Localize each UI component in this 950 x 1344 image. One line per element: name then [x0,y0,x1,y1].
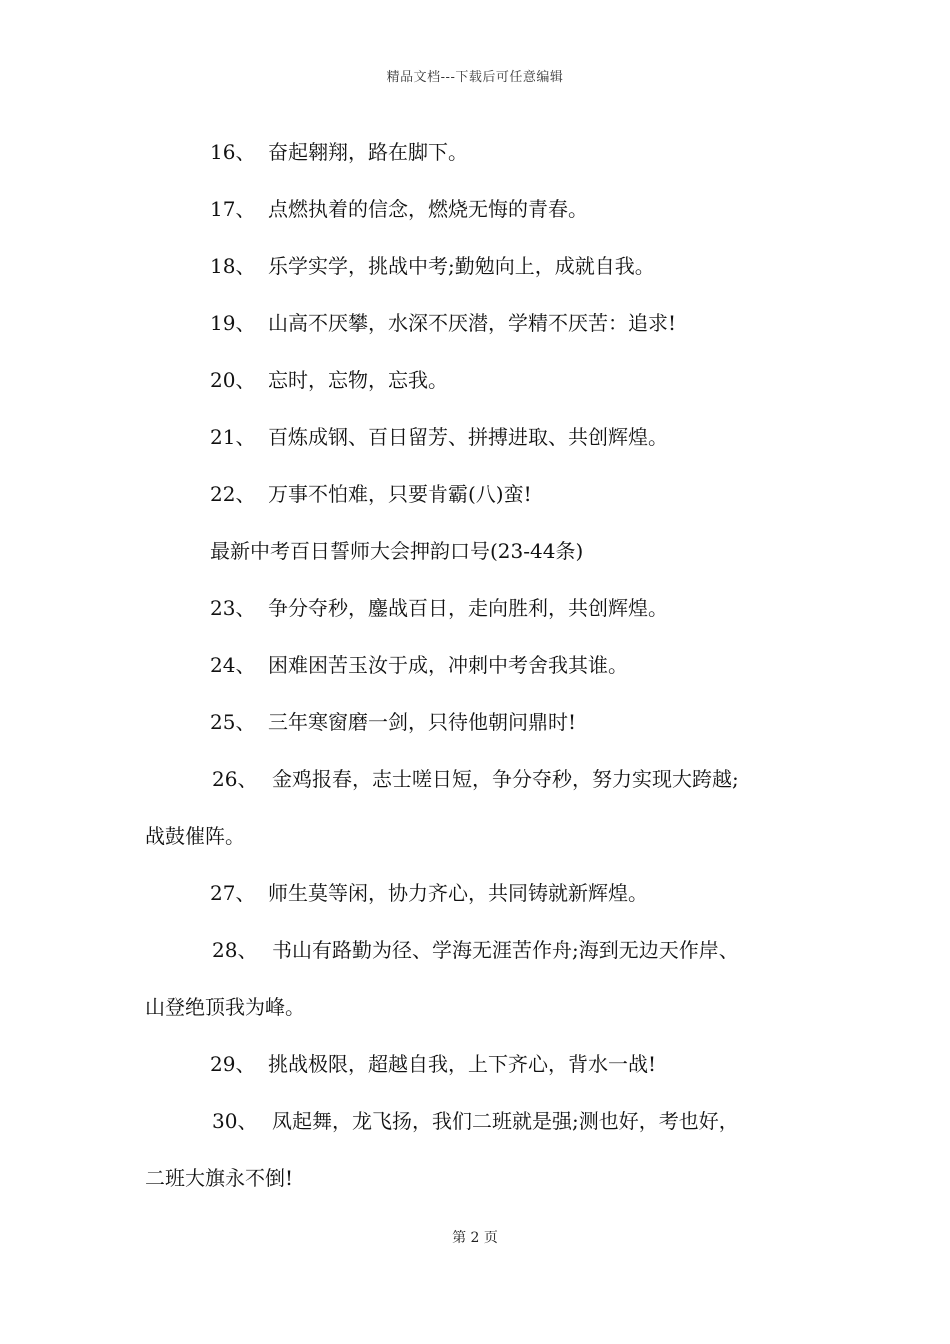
list-item [210,881,648,905]
item-number: 29、 [210,1052,256,1076]
item-number: 21、 [210,425,256,449]
item-number: 20、 [210,368,256,392]
section-heading: 最新中考百日誓师大会押韵口号(23-44条) [210,539,584,563]
list-item [212,767,739,791]
list-item [210,197,588,221]
item-text: 山高不厌攀，水深不厌潜，学精不厌苦：追求! [268,311,677,335]
item-text: 书山有路勤为径、学海无涯苦作舟;海到无边天作岸、 [272,938,739,962]
item-number: 17、 [210,197,256,221]
item-number: 18、 [210,254,256,278]
item-text: 点燃执着的信念，燃烧无悔的青春。 [268,197,588,221]
page-number: 第 2 页 [452,1230,498,1246]
list-item-continuation: 二班大旗永不倒! [145,1166,294,1190]
list-item [210,653,628,677]
item-number: 24、 [210,653,256,677]
item-text: 困难困苦玉汝于成，冲刺中考舍我其谁。 [268,653,628,677]
list-item [210,482,532,506]
item-number: 22、 [210,482,256,506]
item-text: 三年寒窗磨一剑，只待他朝问鼎时! [268,710,577,734]
list-item [212,1109,739,1133]
list-item [210,1052,656,1076]
item-text: 忘时，忘物，忘我。 [268,368,448,392]
item-text: 凤起舞，龙飞扬，我们二班就是强;测也好，考也好， [272,1109,739,1133]
list-item [210,140,468,164]
item-number: 28、 [212,938,258,962]
item-text: 金鸡报春，志士嗟日短，争分夺秒，努力实现大跨越; [272,767,739,791]
page-header: 精品文档---下载后可任意编辑 [386,70,564,85]
list-item [210,425,668,449]
item-number: 30、 [212,1109,258,1133]
list-item [210,596,668,620]
item-number: 19、 [210,311,256,335]
item-text: 师生莫等闲，协力齐心，共同铸就新辉煌。 [268,881,648,905]
item-text: 争分夺秒，鏖战百日，走向胜利，共创辉煌。 [268,596,668,620]
list-item-continuation: 山登绝顶我为峰。 [145,995,305,1019]
item-number: 26、 [212,767,258,791]
item-number: 27、 [210,881,256,905]
item-text: 挑战极限，超越自我，上下齐心，背水一战! [268,1052,657,1076]
item-number: 16、 [210,140,256,164]
item-text: 百炼成钢、百日留芳、拼搏进取、共创辉煌。 [268,425,668,449]
item-number: 23、 [210,596,256,620]
item-text: 乐学实学，挑战中考;勤勉向上，成就自我。 [268,254,655,278]
item-text: 奋起翱翔，路在脚下。 [268,140,468,164]
list-item [210,368,448,392]
list-item [212,938,739,962]
list-item [210,254,655,278]
list-item [210,710,576,734]
list-item-continuation: 战鼓催阵。 [145,824,245,848]
list-item [210,311,676,335]
item-text: 万事不怕难，只要肯霸(八)蛮! [268,482,532,506]
item-number: 25、 [210,710,256,734]
